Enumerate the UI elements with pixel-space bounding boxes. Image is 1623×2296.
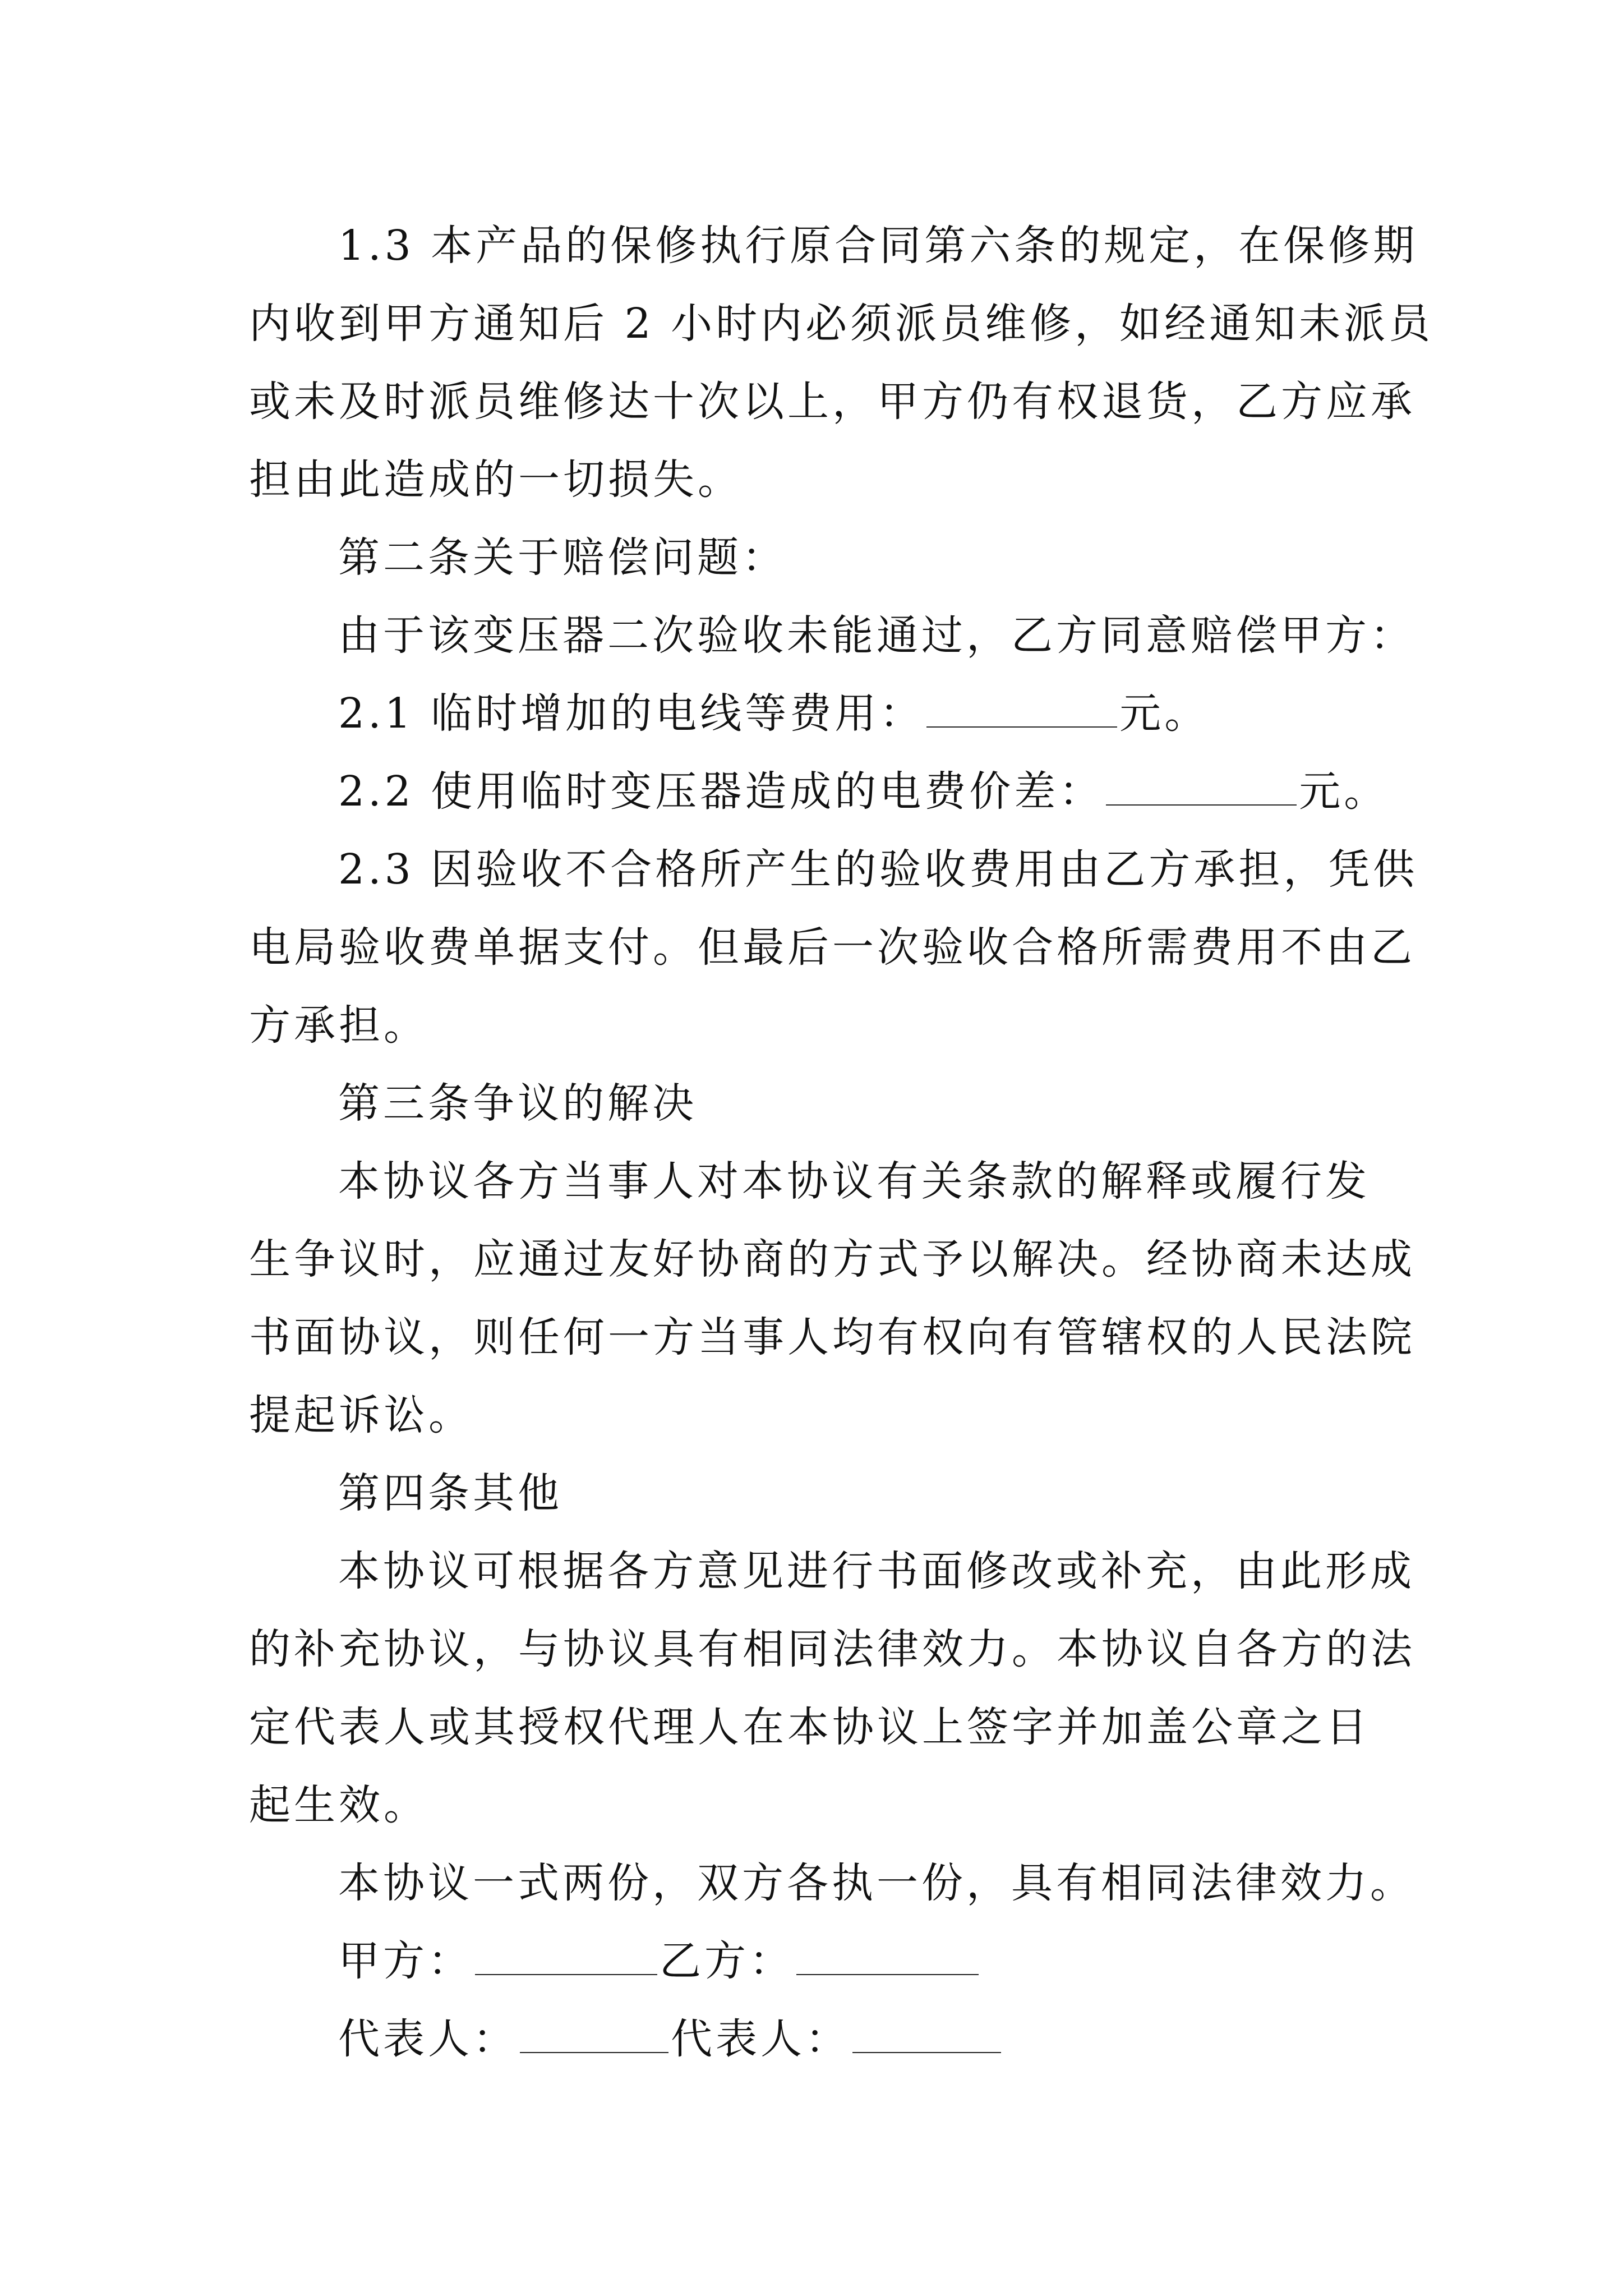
clause-2-1-text: 2.1 临时增加的电线等费用： [338,689,925,738]
clause-2-3-line-1: 2.3 因验收不合格所产生的验收费用由乙方承担，凭供 [338,845,1418,894]
clause-2-1-unit: 元。 [1119,689,1210,738]
para-1-3-line-4: 担由此造成的一切损失。 [249,455,743,504]
article-4-line-2: 的补充协议，与协议具有相同法律效力。本协议自各方的法 [249,1625,1415,1673]
party-b-label: 乙方： [660,1937,794,1985]
article-3-line-3: 书面协议，则任何一方当事人均有权向有管辖权的人民法院 [249,1313,1415,1361]
article-3-heading: 第三条争议的解决 [338,1079,697,1128]
copies-statement: 本协议一式两份，双方各执一份，具有相同法律效力。 [338,1859,1415,1907]
article-3-line-4: 提起诉讼。 [249,1391,473,1439]
clause-2-3-line-3: 方承担。 [249,1001,428,1050]
rep-b-blank[interactable] [852,2012,1001,2053]
amount-blank-2-1[interactable] [926,686,1117,728]
clause-2-2-unit: 元。 [1299,767,1389,816]
rep-b-label: 代表人： [671,2015,850,2063]
article-4-line-4: 起生效。 [249,1781,428,1829]
compensation-intro: 由于该变压器二次验收未能通过，乙方同意赔偿甲方： [338,611,1415,660]
signature-parties-row [338,1930,981,1992]
clause-2-2-text: 2.2 使用临时变压器造成的电费价差： [338,767,1104,816]
article-3-line-2: 生争议时，应通过友好协商的方式予以解决。经协商未达成 [249,1235,1415,1283]
rep-a-blank[interactable] [520,2012,668,2053]
article-4-heading: 第四条其他 [338,1469,562,1517]
amount-blank-2-2[interactable] [1106,764,1297,806]
article-2-heading: 第二条关于赔偿问题： [338,533,787,582]
para-1-3-line-1: 1.3 本产品的保修执行原合同第六条的规定，在保修期 [338,222,1418,270]
clause-2-2 [338,761,1389,822]
para-1-3-line-2: 内收到甲方通知后 2 小时内必须派员维修，如经通知未派员 [249,300,1434,348]
party-a-label: 甲方： [338,1937,473,1985]
clause-2-1 [338,683,1209,744]
para-1-3-line-3: 或未及时派员维修达十次以上，甲方仍有权退货，乙方应承 [249,378,1415,426]
rep-a-label: 代表人： [338,2015,518,2063]
article-4-line-3: 定代表人或其授权代理人在本协议上签字并加盖公章之日 [249,1703,1371,1751]
article-3-line-1: 本协议各方当事人对本协议有关条款的解释或履行发 [338,1157,1370,1205]
clause-2-3-line-2: 电局验收费单据支付。但最后一次验收合格所需费用不由乙 [249,923,1415,972]
signature-reps-row [338,2008,1003,2070]
party-b-blank[interactable] [796,1934,979,1975]
article-4-line-1: 本协议可根据各方意见进行书面修改或补充，由此形成 [338,1547,1415,1595]
party-a-blank[interactable] [475,1934,657,1975]
